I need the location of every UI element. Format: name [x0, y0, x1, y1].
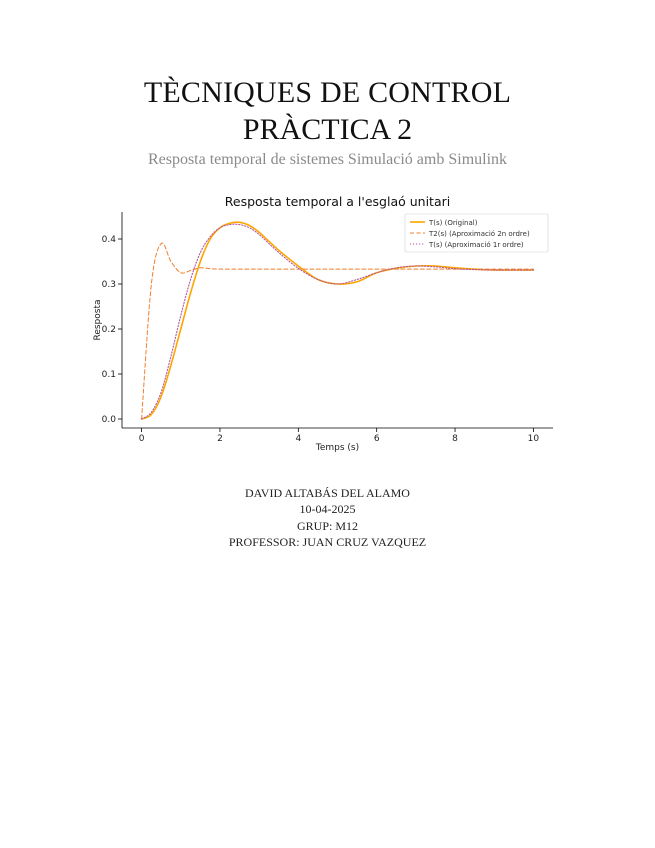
- y-tick-label: 0.4: [101, 235, 116, 245]
- x-tick-label: 4: [295, 434, 302, 444]
- x-tick-label: 2: [217, 434, 223, 444]
- author-professor: PROFESSOR: JUAN CRUZ VAZQUEZ: [228, 535, 427, 549]
- y-tick-label: 0.0: [101, 415, 116, 425]
- y-tick-label: 0.1: [101, 370, 116, 380]
- legend-label-3: T(s) (Aproximació 1r ordre): [429, 241, 524, 249]
- x-tick-label: 6: [373, 434, 380, 444]
- y-tick-label: 0.3: [101, 280, 116, 290]
- author-date: 10-04-2025: [299, 502, 356, 516]
- author-group: GRUP: M12: [296, 519, 358, 533]
- author-name: DAVID ALTABÁS DEL ALAMO: [245, 486, 410, 500]
- series-line-3: [142, 224, 534, 419]
- x-axis-label: Temps (s): [315, 443, 360, 453]
- chart-title: Resposta temporal a l'esglaó unitari: [224, 194, 451, 209]
- x-tick-label: 10: [527, 434, 540, 444]
- x-tick-label: 8: [452, 434, 458, 444]
- y-tick-label: 0.2: [101, 325, 116, 335]
- document-title: TÈCNIQUES DE CONTROL: [143, 76, 512, 109]
- legend-label-2: T2(s) (Aproximació 2n ordre): [429, 230, 530, 238]
- document-description: Resposta temporal de sistemes Simulació amb Simulink: [147, 151, 508, 168]
- x-tick-label: 0: [138, 434, 145, 444]
- y-axis-label: Resposta: [93, 299, 103, 341]
- document-subtitle-practica: PRÀCTICA 2: [242, 113, 413, 146]
- legend-label-1: T(s) (Original): [429, 219, 478, 227]
- series-line-2: [142, 243, 534, 419]
